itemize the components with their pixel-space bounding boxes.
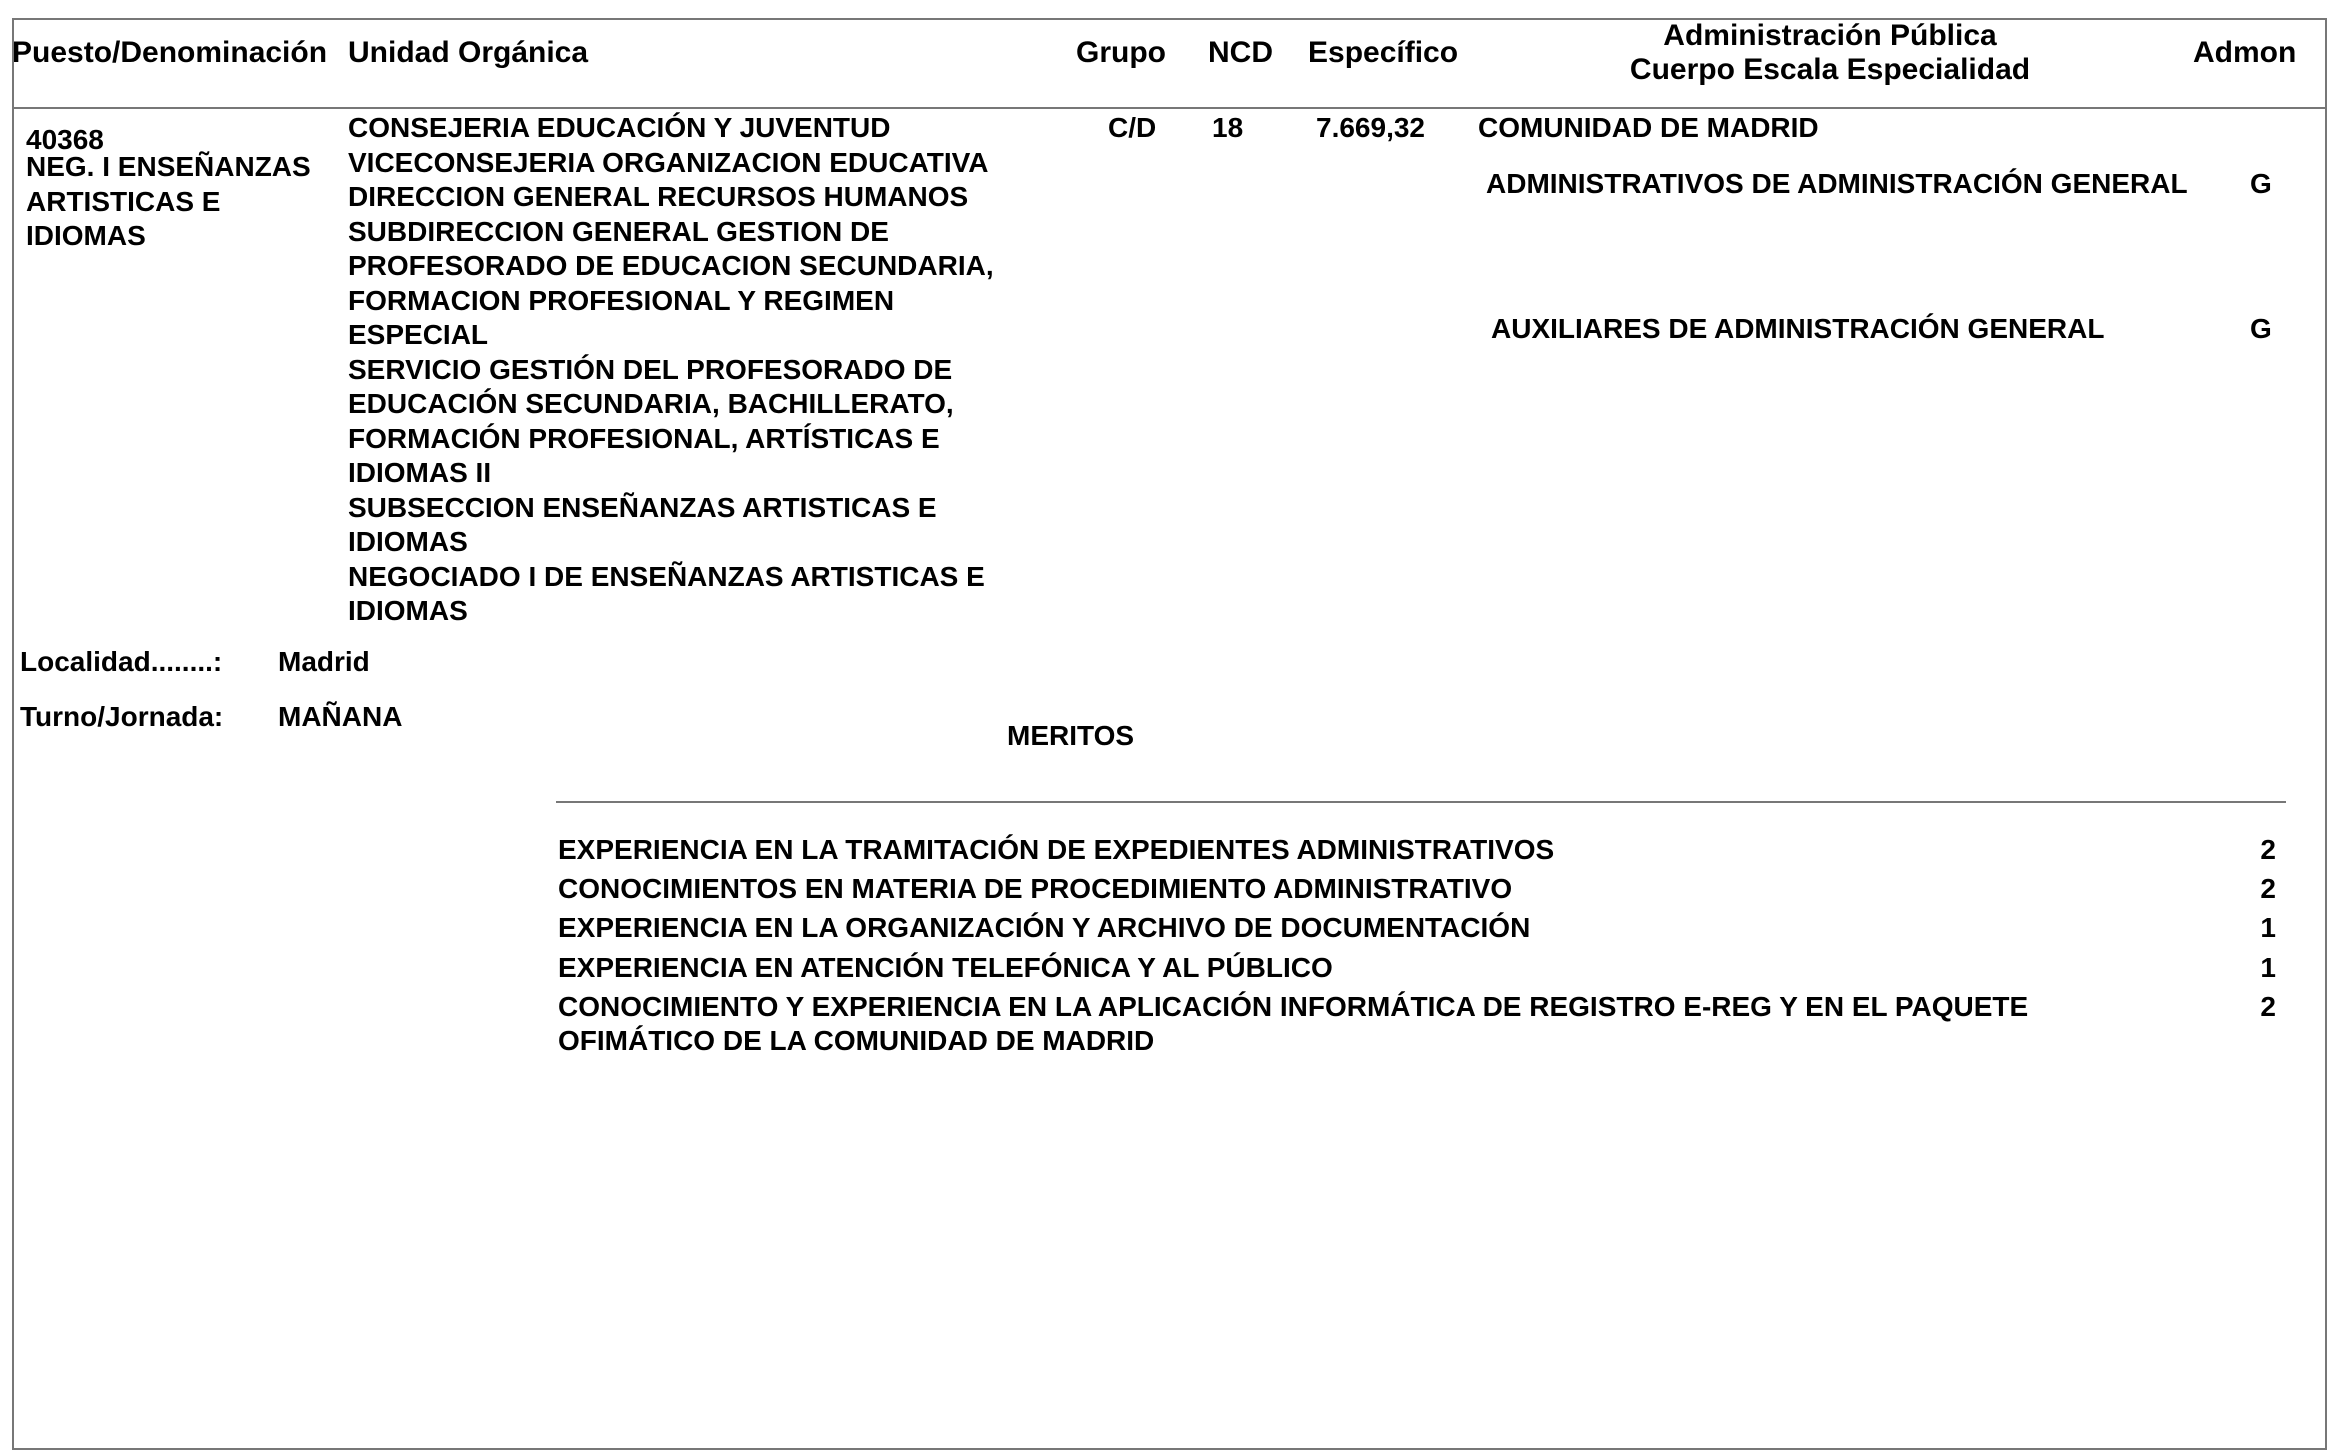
denominacion-line: ARTISTICAS E (26, 185, 221, 217)
header-unidad: Unidad Orgánica (348, 36, 589, 69)
merito-points: 1 (2260, 912, 2276, 943)
unidad-line: VICECONSEJERIA ORGANIZACION EDUCATIVA (348, 146, 989, 178)
cuerpo-name: AUXILIARES DE ADMINISTRACIÓN GENERAL (1491, 313, 2105, 344)
denominacion-line: IDIOMAS (26, 220, 146, 251)
administracion-value: COMUNIDAD DE MADRID (1478, 112, 1819, 143)
meritos-title: MERITOS (1007, 720, 1135, 751)
puesto-denominacion (26, 150, 311, 254)
meritos-divider (556, 801, 2286, 803)
puesto-code: 40368 (26, 124, 104, 155)
header-especifico: Específico (1308, 36, 1459, 69)
unidad-organica (348, 111, 994, 629)
unidad-line: IDIOMAS (348, 526, 468, 557)
unidad-line: SUBDIRECCION GENERAL GESTION DE (348, 215, 889, 247)
unidad-line: SUBSECCION ENSEÑANZAS ARTISTICAS E (348, 491, 937, 523)
header-divider (12, 107, 2327, 109)
especifico-value: 7.669,32 (1316, 112, 1425, 143)
merito-text: OFIMÁTICO DE LA COMUNIDAD DE MADRID (558, 1025, 1155, 1056)
unidad-line: FORMACIÓN PROFESIONAL, ARTÍSTICAS E (348, 422, 940, 454)
header-cuerpo-escala: Cuerpo Escala Especialidad (1629, 53, 2031, 86)
unidad-line: IDIOMAS II (348, 457, 492, 488)
denominacion-line: NEG. I ENSEÑANZAS (26, 151, 311, 182)
cuerpo-name: ADMINISTRATIVOS DE ADMINISTRACIÓN GENERAL (1486, 168, 2188, 199)
header-admon: Admon (2193, 36, 2297, 69)
turno-value: MAÑANA (278, 701, 403, 732)
unidad-line: SERVICIO GESTIÓN DEL PROFESORADO DE (348, 353, 953, 385)
unidad-line: ESPECIAL (348, 319, 489, 350)
merito-text: CONOCIMIENTOS EN MATERIA DE PROCEDIMIENTO ADMINISTRATIVO (558, 873, 1513, 904)
merito-points: 1 (2260, 952, 2276, 983)
cuerpo-admon: G (2250, 168, 2272, 199)
unidad-line: PROFESORADO DE EDUCACION SECUNDARIA, (348, 250, 994, 281)
unidad-line: IDIOMAS (348, 595, 468, 626)
merito-text: CONOCIMIENTO Y EXPERIENCIA EN LA APLICACIÓN INFORMÁTICA DE REGISTRO E-REG Y EN EL PAQUETE (558, 991, 2029, 1022)
unidad-line: CONSEJERIA EDUCACIÓN Y JUVENTUD (348, 112, 891, 143)
localidad-value: Madrid (278, 646, 370, 677)
unidad-line: EDUCACIÓN SECUNDARIA, BACHILLERATO, (348, 388, 954, 419)
cuerpo-admon: G (2250, 313, 2272, 344)
grupo-value: C/D (1108, 112, 1157, 143)
unidad-line: FORMACION PROFESIONAL Y REGIMEN (348, 284, 895, 316)
unidad-line: NEGOCIADO I DE ENSEÑANZAS ARTISTICAS E (348, 560, 985, 592)
merito-points: 2 (2260, 991, 2276, 1022)
header-admin-publica: Administración Pública (1663, 19, 1997, 52)
localidad-label: Localidad........: (20, 646, 223, 677)
merito-text: EXPERIENCIA EN LA ORGANIZACIÓN Y ARCHIVO DE DOCUMENTACIÓN (558, 912, 1531, 943)
merito-text: EXPERIENCIA EN LA TRAMITACIÓN DE EXPEDIENTES ADMINISTRATIVOS (558, 834, 1555, 865)
unidad-line: DIRECCION GENERAL RECURSOS HUMANOS (348, 181, 969, 212)
merito-points: 2 (2260, 834, 2276, 865)
header-grupo: Grupo (1076, 36, 1166, 69)
turno-label: Turno/Jornada: (20, 701, 224, 732)
header-puesto: Puesto/Denominación (12, 36, 328, 69)
ncd-value: 18 (1212, 112, 1244, 143)
header-ncd: NCD (1208, 36, 1273, 69)
merito-points: 2 (2260, 873, 2276, 904)
merito-text: EXPERIENCIA EN ATENCIÓN TELEFÓNICA Y AL PÚBLICO (558, 952, 1333, 983)
